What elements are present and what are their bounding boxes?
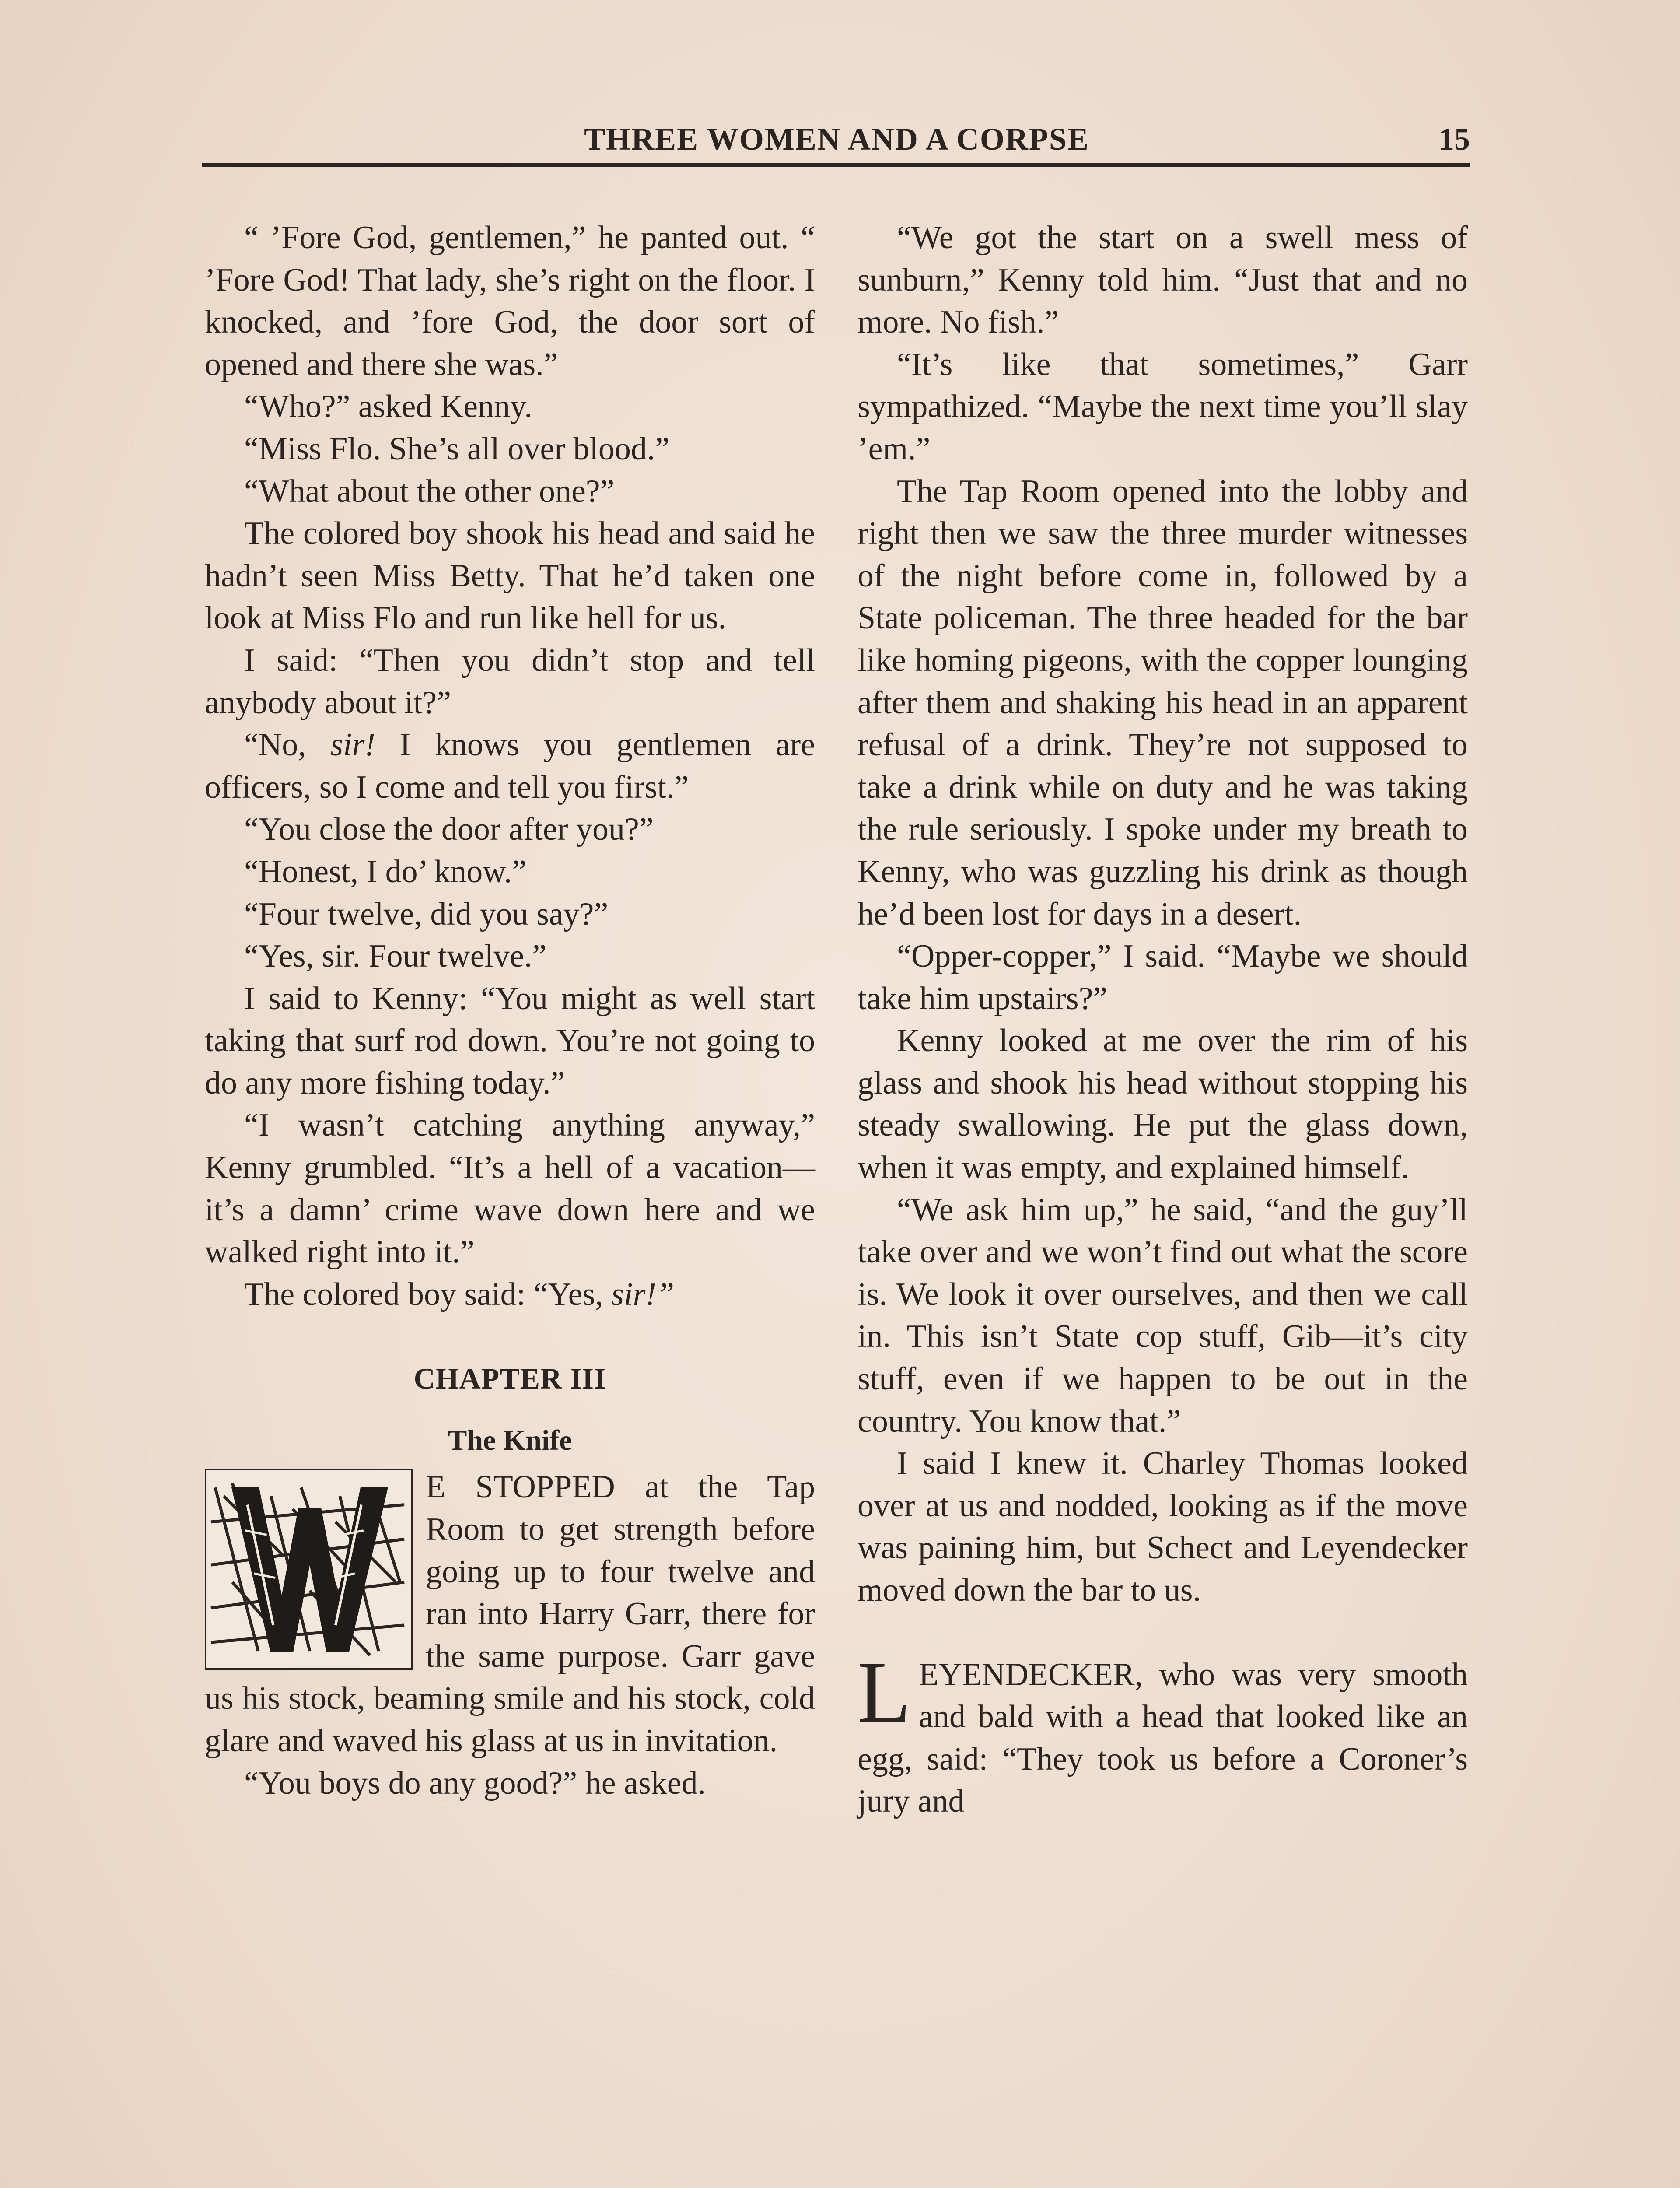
text-run: I knows you gentlemen are officers, so I come and tell you first.” [205, 727, 815, 805]
chapter-title: CHAPTER III [413, 1362, 606, 1396]
decorative-initial [205, 1469, 413, 1670]
dropcap-paragraph [858, 1644, 1468, 1823]
paragraph: “Who?” asked Kenny. [244, 389, 532, 425]
paragraph: Kenny looked at me over the rim of his glass and shook his head without stopping his steady swallowing. He put the glass down, when it was empty, and explained himself. [858, 1023, 1468, 1186]
ornamental-w-icon [206, 1470, 411, 1668]
running-title: THREE WOMEN AND A CORPSE [584, 122, 1089, 157]
paragraph: I said to Kenny: “You might as well start taking that surf rod down. You’re not going to do any more fishing today.” [205, 980, 815, 1101]
right-column [858, 217, 1468, 2188]
running-header [203, 118, 1470, 160]
text-run: EYENDECKER, who was very smooth and bald with a head that looked like an egg, said: “They took us before a Coroner’s jury and [858, 1656, 1468, 1820]
paragraph [205, 724, 815, 808]
paragraph: “Opper-copper,” I said. “Maybe we should take him upstairs?” [858, 938, 1468, 1017]
paragraph: I said: “Then you didn’t stop and tell anybody about it?” [205, 642, 815, 721]
paragraph [205, 1273, 815, 1316]
emphasis: sir! [330, 727, 376, 763]
paragraph: “What about the other one?” [244, 473, 615, 509]
paragraph: “You close the door after you?” [244, 811, 654, 848]
paragraph: “Miss Flo. She’s all over blood.” [244, 431, 670, 467]
paragraph: “I wasn’t catching anything anyway,” Kenny grumbled. “It’s a hell of a vacation—it’s a damn’ crime wave down here and we walked right into it.” [205, 1107, 815, 1270]
paragraph: The colored boy shook his head and said he hadn’t seen Miss Betty. That he’d taken one look at Miss Flo and run like hell for us. [205, 515, 815, 636]
text-run: E STOPPED at the Tap Room to get strength before going up to four twelve and ran into Harry Garr, there for the same purpose. Garr gave us his stock, beaming smile and his stock, cold glare and waved his glass at us in invitation. [205, 1469, 815, 1759]
header-rule [202, 163, 1470, 167]
paragraph: “ ’Fore God, gentlemen,” he panted out. “ ’Fore God! That lady, she’s right on the floor. I knocked, and ’fore God, the door sort of opened and there she was.” [205, 220, 815, 382]
paragraph: I said I knew it. Charley Thomas looked over at us and nodded, looking as if the move was paining him, but Schect and Leyendecker moved down the bar to us. [858, 1445, 1468, 1608]
text-run: The colored boy said: “Yes, [244, 1276, 612, 1312]
paragraph: “Yes, sir. Four twelve.” [244, 938, 547, 975]
emphasis: sir!” [611, 1276, 675, 1312]
paragraph: “You boys do any good?” he asked. [244, 1765, 706, 1801]
page-number: 15 [1438, 122, 1470, 157]
left-column [205, 217, 815, 2188]
dropcap-paragraph [205, 1466, 815, 1762]
text-run: “No, [244, 727, 331, 763]
paragraph: “We got the start on a swell mess of sunburn,” Kenny told him. “Just that and no more. No fish.” [858, 220, 1468, 340]
paragraph: “Four twelve, did you say?” [244, 896, 609, 932]
paragraph: “We ask him up,” he said, “and the guy’ll take over and we won’t find out what the score is. We look it over ourselves, and then we call in. This isn’t State cop stuff, Gib—it’s city stuff, even if we happen to be out in the country. You know that.” [858, 1192, 1468, 1439]
chapter-subtitle: The Knife [448, 1424, 572, 1457]
paragraph: “Honest, I do’ know.” [244, 853, 527, 890]
paragraph: “It’s like that sometimes,” Garr sympathized. “Maybe the next time you’ll slay ’em.” [858, 346, 1468, 467]
dropcap-letter: L [858, 1644, 911, 1741]
paragraph: The Tap Room opened into the lobby and right then we saw the three murder witnesses of the night before come in, followed by a State policeman. The three headed for the bar like homing pigeons, with the copper lounging after them and shaking his head in an apparent refusal of a drink. They’re not supposed to take a drink while on duty and he was taking the rule seriously. I spoke under my breath to Kenny, who was guzzling his drink as though he’d been lost for days in a desert. [858, 473, 1468, 932]
